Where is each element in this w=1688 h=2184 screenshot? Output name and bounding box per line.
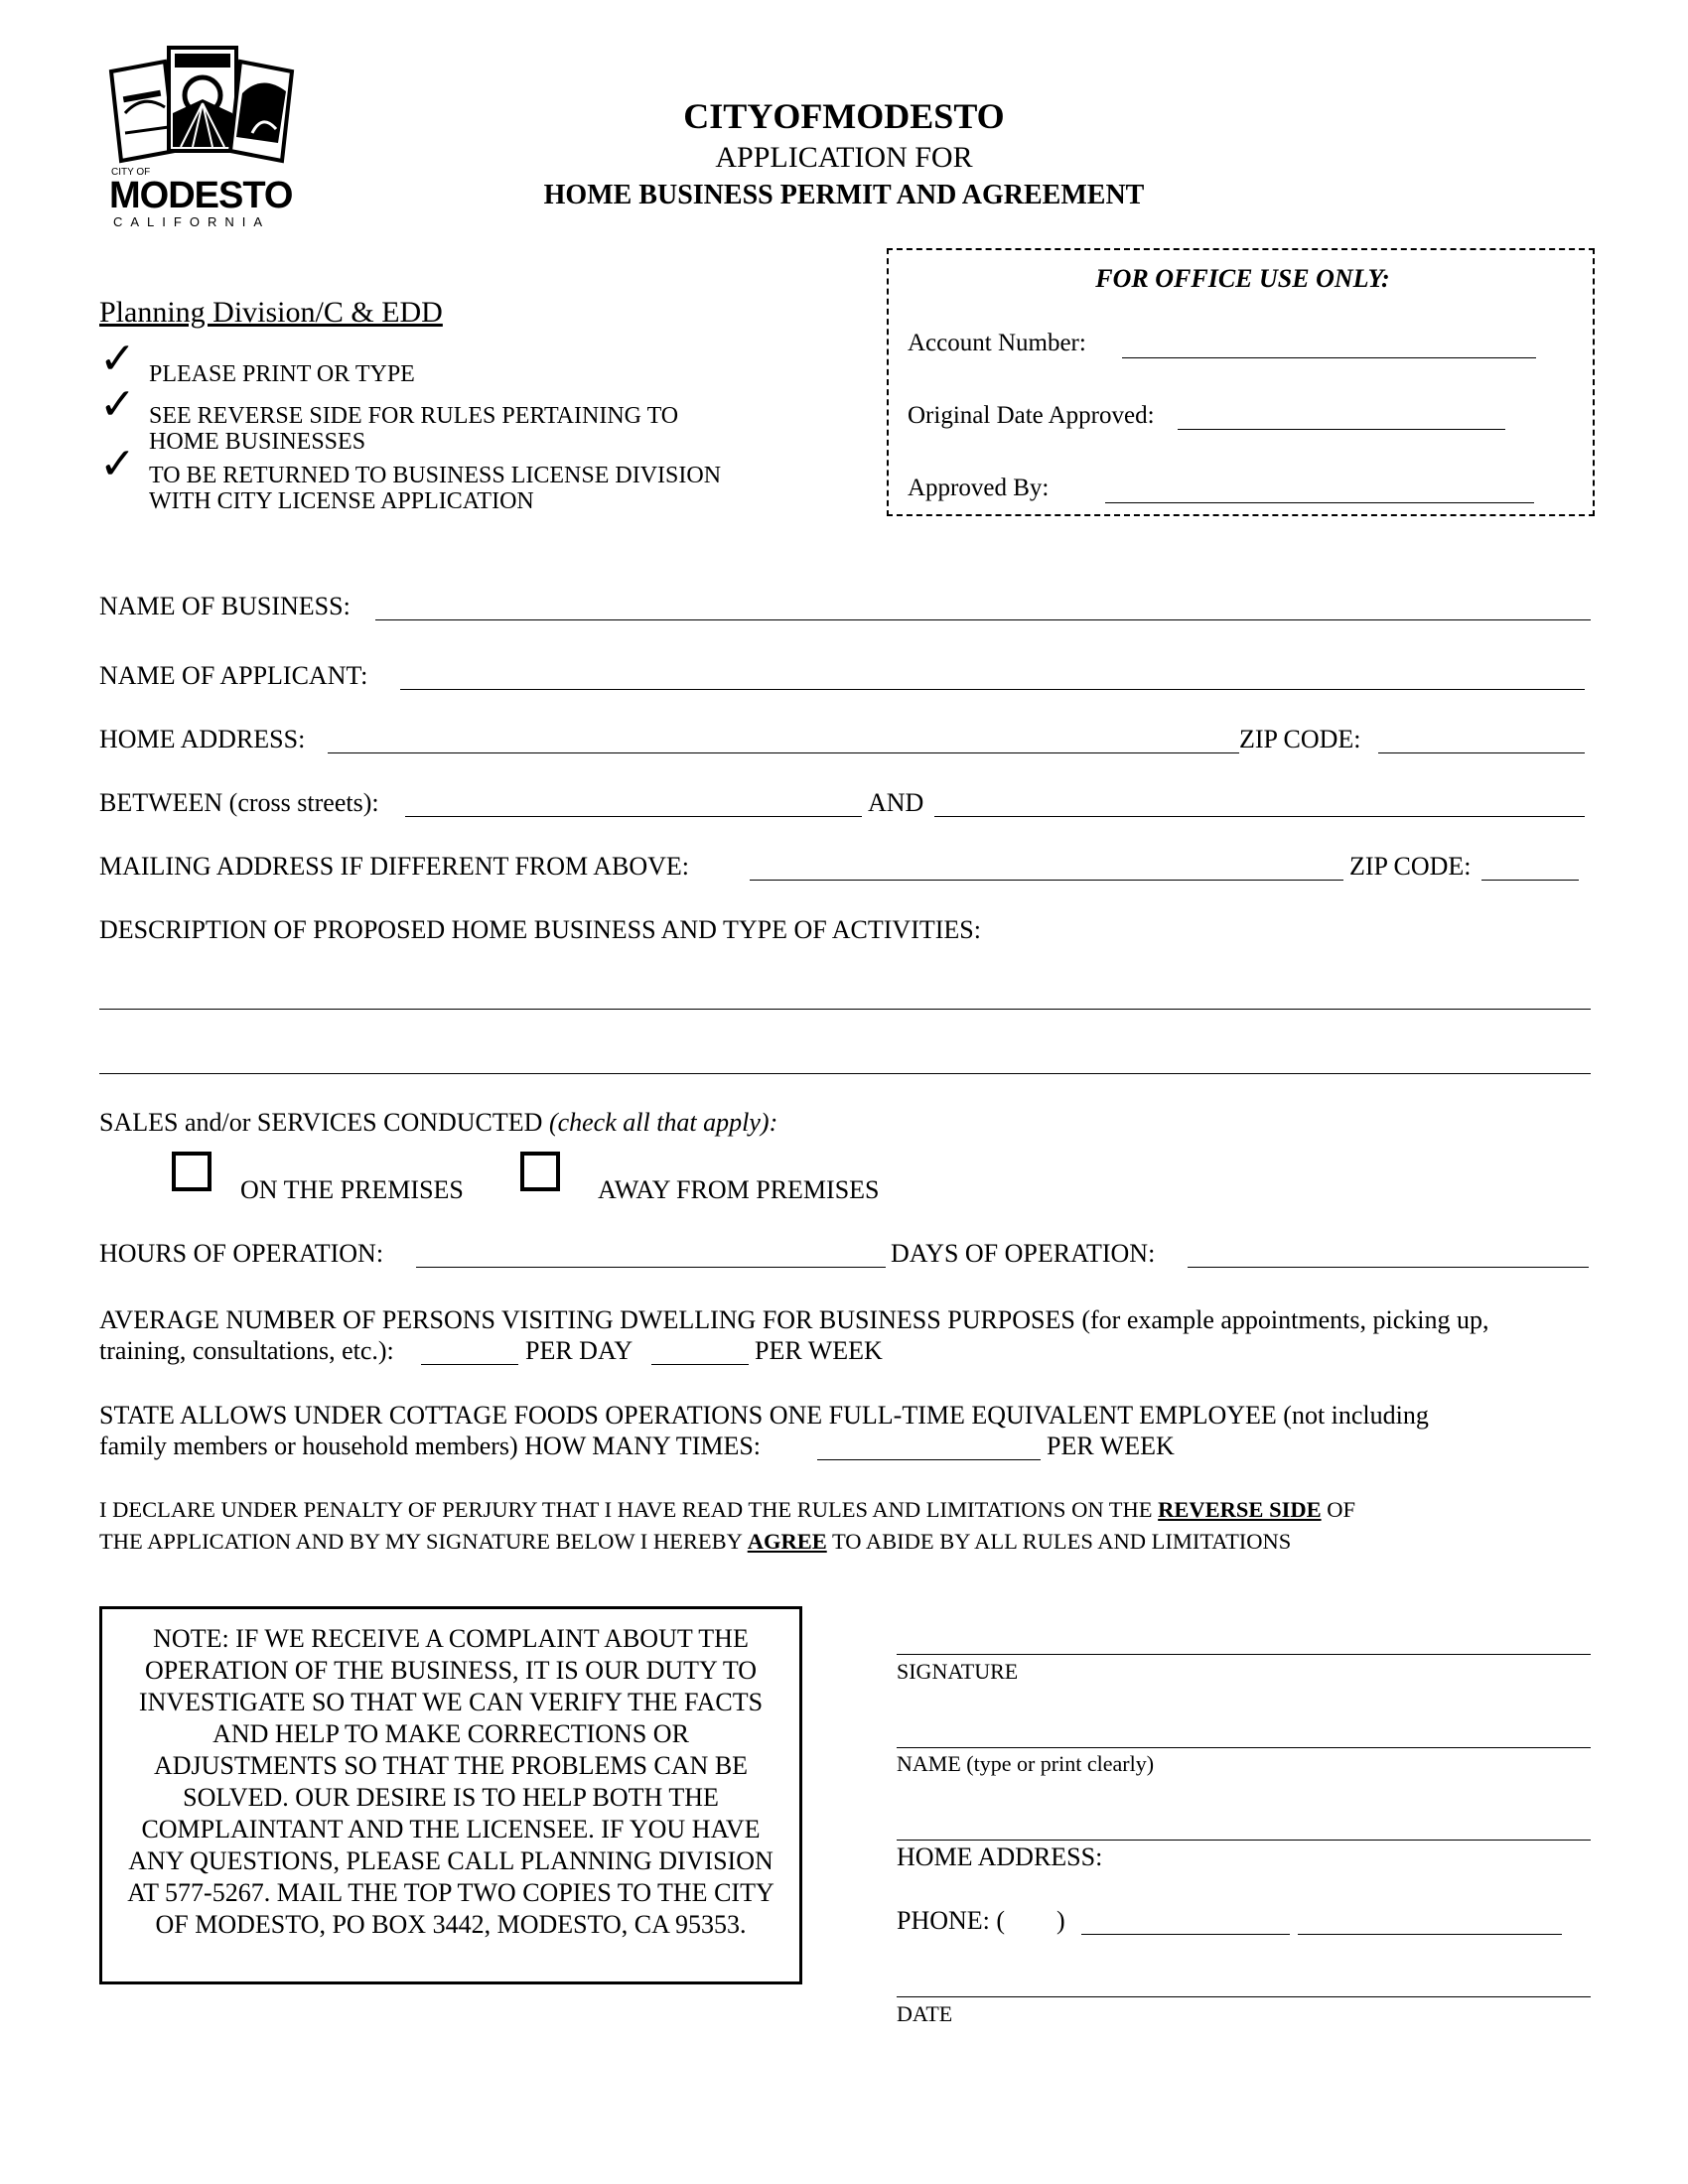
home-address-signature-field[interactable] [897,1840,1591,1841]
checkmark-icon: ✓ [99,335,136,383]
hours-label: HOURS OF OPERATION: [99,1239,384,1268]
on-premises-label: ON THE PREMISES [240,1175,464,1204]
agree-emphasis: AGREE [747,1529,827,1554]
hours-field[interactable] [416,1267,886,1268]
cross-streets-label: BETWEEN (cross streets): [99,788,379,817]
original-date-field[interactable] [1178,429,1505,430]
checkmark-icon: ✓ [99,380,136,429]
description-line-1[interactable] [99,1009,1591,1010]
away-premises-checkbox[interactable] [520,1152,560,1191]
declaration-text-2a: THE APPLICATION AND BY MY SIGNATURE BELOW I HEREBY [99,1529,743,1554]
name-label: NAME (type or print clearly) [897,1751,1155,1776]
page-subtitle: APPLICATION FOR [715,141,973,174]
description-label: DESCRIPTION OF PROPOSED HOME BUSINESS AND TYPE OF ACTIVITIES: [99,915,981,944]
sales-hint: (check all that apply): [548,1108,778,1137]
original-date-label: Original Date Approved: [908,402,1155,429]
zip-code-field[interactable] [1378,752,1585,753]
home-address-field[interactable] [328,752,1239,753]
instruction-2-line-2: HOME BUSINESSES [149,429,366,455]
per-day-label: PER DAY [525,1336,633,1365]
per-week-label: PER WEEK [755,1336,883,1365]
office-use-box [887,248,1595,516]
checkmark-icon: ✓ [99,440,136,488]
page-title: CITYOFMODESTO [683,96,1005,136]
visitors-text-line-1: AVERAGE NUMBER OF PERSONS VISITING DWELLING FOR BUSINESS PURPOSES (for example appointments, picking up, [99,1305,1489,1334]
visitors-per-day-field[interactable] [421,1364,518,1365]
visitors-text-line-2: training, consultations, etc.): [99,1336,394,1365]
applicant-name-field[interactable] [400,689,1585,690]
account-number-field[interactable] [1122,357,1536,358]
logo-city-of: CITY OF [111,167,151,178]
sales-label [99,1108,777,1138]
logo-state: CALIFORNIA [113,214,271,229]
cross-streets-and-label: AND [868,788,924,817]
complaint-note-box: NOTE: IF WE RECEIVE A COMPLAINT ABOUT THE OPERATION OF THE BUSINESS, IT IS OUR DUTY TO INVESTIGATE SO THAT WE CAN VERIFY THE FACTS AND HELP TO MAKE CORRECTIONS OR ADJUSTMENTS SO THAT THE PROBLEMS CAN BE SOLVED. OUR DESIRE IS TO HELP BOTH THE COMPLAINTANT AND THE LICENSEE. IF YOU HAVE ANY QUESTIONS, PLEASE CALL PLANNING DIVISION AT 577-5267. MAIL THE TOP TWO COPIES TO THE CITY OF MODESTO, PO BOX 3442, MODESTO, CA 95353. [99,1606,802,1984]
description-line-2[interactable] [99,1073,1591,1074]
phone-label: PHONE: ( ) [897,1906,1065,1935]
mailing-address-label: MAILING ADDRESS IF DIFFERENT FROM ABOVE: [99,852,689,881]
cottage-times-field[interactable] [817,1459,1041,1460]
division-label: Planning Division/C & EDD [99,296,443,329]
mailing-zip-label: ZIP CODE: [1349,852,1472,881]
instruction-2-line-1: SEE REVERSE SIDE FOR RULES PERTAINING TO [149,403,679,429]
mailing-zip-field[interactable] [1481,880,1579,881]
approved-by-label: Approved By: [908,475,1050,501]
phone-extension-field[interactable] [1298,1934,1562,1935]
instruction-3-line-1: TO BE RETURNED TO BUSINESS LICENSE DIVISION [149,463,722,488]
declaration-text-1a: I DECLARE UNDER PENALTY OF PERJURY THAT I HAVE READ THE RULES AND LIMITATIONS ON THE [99,1497,1153,1522]
cross-street-2-field[interactable] [934,816,1585,817]
reverse-side-emphasis: REVERSE SIDE [1158,1497,1322,1522]
declaration-text-1b: OF [1327,1497,1355,1522]
signature-field[interactable] [897,1654,1591,1655]
account-number-label: Account Number: [908,330,1086,356]
business-name-label: NAME OF BUSINESS: [99,592,351,620]
sales-label-text: SALES and/or SERVICES CONDUCTED [99,1108,543,1137]
instruction-1-line-1: PLEASE PRINT OR TYPE [149,361,415,387]
date-field[interactable] [897,1996,1591,1997]
phone-number-field[interactable] [1081,1934,1290,1935]
approved-by-field[interactable] [1105,502,1534,503]
logo-city-name: MODESTO [109,175,293,216]
declaration-text-2b: TO ABIDE BY ALL RULES AND LIMITATIONS [831,1529,1292,1554]
cottage-per-week-label: PER WEEK [1047,1432,1175,1460]
home-address-label: HOME ADDRESS: [99,725,306,753]
business-name-field[interactable] [375,619,1591,620]
mailing-address-field[interactable] [750,880,1343,881]
form-name: HOME BUSINESS PERMIT AND AGREEMENT [543,180,1145,210]
cross-street-1-field[interactable] [405,816,862,817]
date-label: DATE [897,2001,953,2026]
cottage-text-line-1: STATE ALLOWS UNDER COTTAGE FOODS OPERATIONS ONE FULL-TIME EQUIVALENT EMPLOYEE (not including [99,1401,1429,1430]
days-label: DAYS OF OPERATION: [891,1239,1156,1268]
visitors-per-week-field[interactable] [651,1364,749,1365]
zip-code-label: ZIP CODE: [1239,725,1361,753]
applicant-name-label: NAME OF APPLICANT: [99,661,368,690]
cottage-text-line-2: family members or household members) HOW MANY TIMES: [99,1432,762,1460]
office-use-title: FOR OFFICE USE ONLY: [1095,264,1390,293]
away-premises-label: AWAY FROM PREMISES [598,1175,880,1204]
declaration-line-2 [99,1529,1291,1555]
name-field[interactable] [897,1747,1591,1748]
signature-label: SIGNATURE [897,1659,1019,1684]
declaration-line-1 [99,1497,1355,1523]
on-premises-checkbox[interactable] [172,1152,211,1191]
days-field[interactable] [1188,1267,1589,1268]
instruction-3-line-2: WITH CITY LICENSE APPLICATION [149,488,534,514]
home-address-signature-label: HOME ADDRESS: [897,1843,1103,1871]
